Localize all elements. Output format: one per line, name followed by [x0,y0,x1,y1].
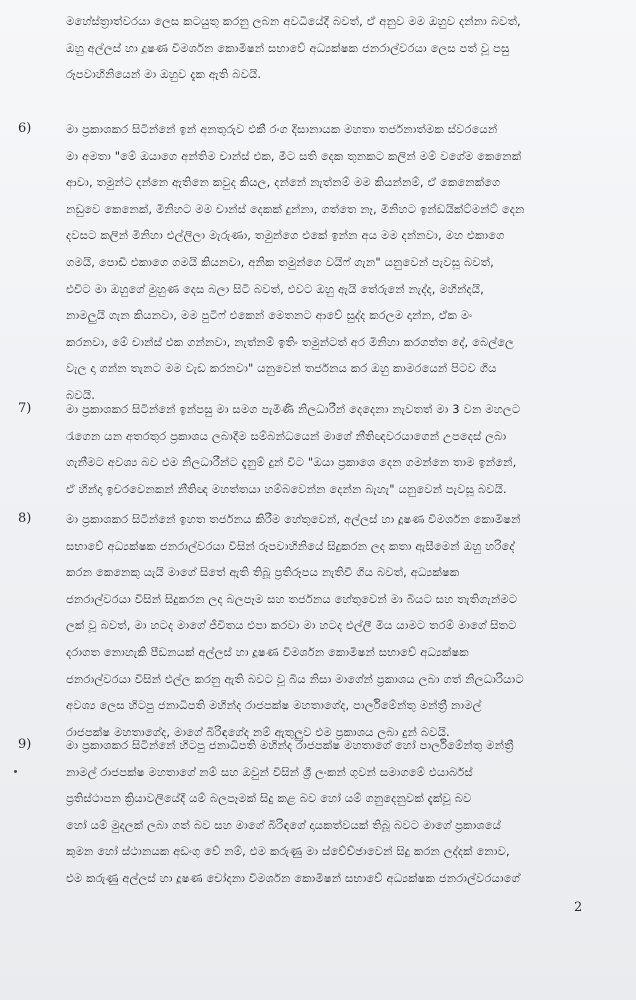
paragraph-line: ජනරාල්වරයා විසින් සිදුකරන ලද බලපෑම සහ තර්ජනය හේතුවෙන් මා බියට සහ තැතිගැන්මට [66,591,518,606]
paragraph-line: මා ප්‍රකාශකර සිටින්නේ ඉන්පසු මා සමග පැමිණි නිලධාරීන් දෙදෙනා නැවතත් මා 3 වන මහලට [66,402,521,416]
paragraph-line: මා ප්‍රකාශකර සිටින්නේ ඉන් අනතුරුව එකී රංග දිසානායක මහතා තර්ජනාත්මක ස්වරයෙන් [66,122,498,136]
paragraph-number: 6) [18,121,32,136]
intro-line: ඔහු අල්ලස් හා දූෂණ විමර්ශන කොමිෂන් සභාවේ අධ්‍යක්ෂක ජනරාල්වරයා ලෙස පත් වූ පසු [66,40,510,55]
paragraph-body [66,506,618,745]
paragraph-number: 8) [18,511,32,526]
paragraph-line: ප්‍රතිස්ථාපන ක්‍රියාවලියේදී යම් බලපෑමක් සිදු කළ බව හෝ යම් ගනුදෙනුවක් දැක්වූ බව [66,791,472,806]
paragraph-number: 7) [18,401,32,416]
paragraph-line: එවිට මා ඔහුගේ මුහුණ දෙස බලා සිටි බවත්, එවට ඔහු ඇයි තේරුනේ නැද්ද, මහින්දයි, [66,281,484,296]
paragraph-line: ඒ හින්දා ඉචරවෙනකන් නීතිඥ මහත්තයා හම්බවෙන්න දෙන්න බැහැ" යනුවෙන් පැවසූ බවයි. [66,481,507,496]
paragraph-line: දරාගත නොහැකි පීඩනයක් අල්ලස් හා දූෂණ විමර්ශන කොමිෂන් සභාවේ අධ්‍යක්ෂක [66,644,469,659]
paragraph-line: ආවා, තමුන්ට දන්නෙ ඇතිනෙ කවුද කියල, දන්නේ නැත්නම් මම කියන්නම්, ඒ කෙනෙක්ගෙ [66,175,501,190]
paragraph-line: ලක් වූ බවත්, මා හටද මාගේ ජීවිතය එපා කරවා මා හටද එල්ලී මිය යාමට තරම් මාගේ සිතට [66,618,517,633]
paragraph-line: නාමල් රාජපක්ෂ මහතාගේ නම් සහ ඔවුන් විසින් ශ්‍රී ලංකන් ගුවන් සමාගමේ එයාර්බස් [66,764,473,779]
paragraph-line: මා ප්‍රකාශකර සිටින්නේ ඉහත තර්ජනය කිරීම හේතුවෙන්, අල්ලස් හා දූෂණ විමර්ශන කොමිෂන් [66,512,521,526]
paragraph-line: දවසට කලින් මිනිහා එල්ලිලා මැරුණා, තමුන්ගෙ එකේ ඉන්න අය මම දන්නවා, මහ එකාගෙ [66,228,505,243]
paragraph-line: මා අමතා "මේ ඔයාගෙ අන්තිම චාන්ස් එක, මීට සති දෙක තුනකට කලින් මම් වගේම කෙනෙක් [66,148,522,163]
paragraph-number: 9) [18,737,32,752]
paragraph-body [66,116,618,409]
paragraph-line: වැල දා ගන්න තැනට මම වැඩ කරනවා" යනුවෙන් තර්ජනය කර ඔහු කාමරයෙන් පිටව ගිය [66,361,497,376]
paragraph-line: කරනවා, මේ චාන්ස් එක ගන්නවා, නැත්නම් ඉතිං තමුන්ටත් අර මිනිහා කරගත්ත දේ, බෙල්ලෙ [66,334,514,349]
paragraph-body [66,396,618,502]
paragraph-line: බවයි. [66,387,96,402]
paragraph-line: නාමලුයි ගැන කියනවා, මම පුටිෆ් එකෙන් මෙතනට ආවේ සුද්ද කරලම දාන්න, ඒක මං [66,308,473,323]
paragraph-line: ගමයි, පොඩි එකාගෙ ගමයි කියනවා, අනික තමුන්ගෙ වයිෆ් ගැන" යනුවෙන් පැවසූ බවත්, [66,254,494,269]
stray-ink-mark [14,770,17,773]
paragraph-body [66,732,618,892]
paragraph-line: රැගෙන යන අතරතුර ප්‍රකාශය ලබාදීම සම්බන්ධයෙන් මාගේ නීතිඥවරයාගෙන් උපදෙස් ලබා [66,428,507,443]
paragraph-line: රාජපක්ෂ මහතාගේද, මාගේ බිරිඳගේද නම් ඇතුලුව එම ප්‍රකාශය ලබා දුන් බවයි. [66,724,450,739]
paragraph-line: මා ප්‍රකාශකර සිටින්නේ හිටපු ජනාධිපති මහින්ද රාජපක්ෂ මහතාගේ හෝ පාර්ලිමේන්තු මන්ත්‍රී [66,738,514,752]
paragraph-line: එම කරුණු අල්ලස් හා දූෂණ චෝදනා විමර්ශන කොමිෂන් සභාවේ අධ්‍යක්ෂක ජනරාල්වරයාගේ [66,870,520,885]
paragraph-line: කරන කෙනෙකු යැයි මාගේ සිතේ ඇති තිබූ ප්‍රතිරූපය නැතිවී ගිය බවත්, අධ්‍යක්ෂක [66,565,460,580]
intro-line: රූපවාහිනියෙන් මා ඔහුව දැක ඇති බවයි. [66,67,262,82]
intro-paragraph [66,8,606,88]
paragraph-line: ජනරාල්වරයා විසින් එල්ල කරනු ඇති බවට වූ බිය නිසා මාගේන් ප්‍රකාශය ලබා ගත් නිලධාරියාට [66,671,524,686]
paragraph-line: ගැනීමට අවශ්‍ය බව එම නිලධාරීන්ට දැනුම් දුන් විට "ඔයා ප්‍රකාශෙ දෙන ගමන්නෙ තාම ඉන්නේ, [66,455,517,470]
intro-line: මහේස්ත්‍රාත්වරයා ලෙස කටයුතු කරනු ලබන අවධියේදී බවත්, ඒ අනුව මම ඔහුව දන්නා බවත්, [66,14,521,28]
page-number: 2 [574,900,583,915]
paragraph-line: සභාවේ අධ්‍යක්ෂක ජනරාල්වරයා විසින් රූපවාහිනියේ සිදුකරන ලද කතා ඇසීමෙන් ඔහු හරිදේ [66,538,515,553]
paragraph-line: කුමන හෝ ස්ථානයක අඩංගු වේ නම්, එම කරුණු මා ස්වේච්ඡාවෙන් සිදු කරන ලද්දක් නොව, [66,844,510,859]
paragraph-line: අවශ්‍ය ලෙස හිටපු ජනාධිපති මහින්ද රාජපක්ෂ මහතාගේද, පාර්ලිමේන්තු මන්ත්‍රී නාමල් [66,698,482,713]
paragraph-line: හෝ යම් මුදලක් ලබා ගත් බව සහ මාගේ බිරිඳගේ දායකත්වයක් තිබූ බවට මාගේ ප්‍රකාශයේ [66,817,501,832]
paragraph-line: නඩුවෙ කෙනෙක්, මිනිහට මම චාන්ස් දෙකක් දුන්නා, ගත්තෙ නෑ, මිනිහට ඉන්ඩයික්ට්මන්ට් දෙන [66,201,525,216]
